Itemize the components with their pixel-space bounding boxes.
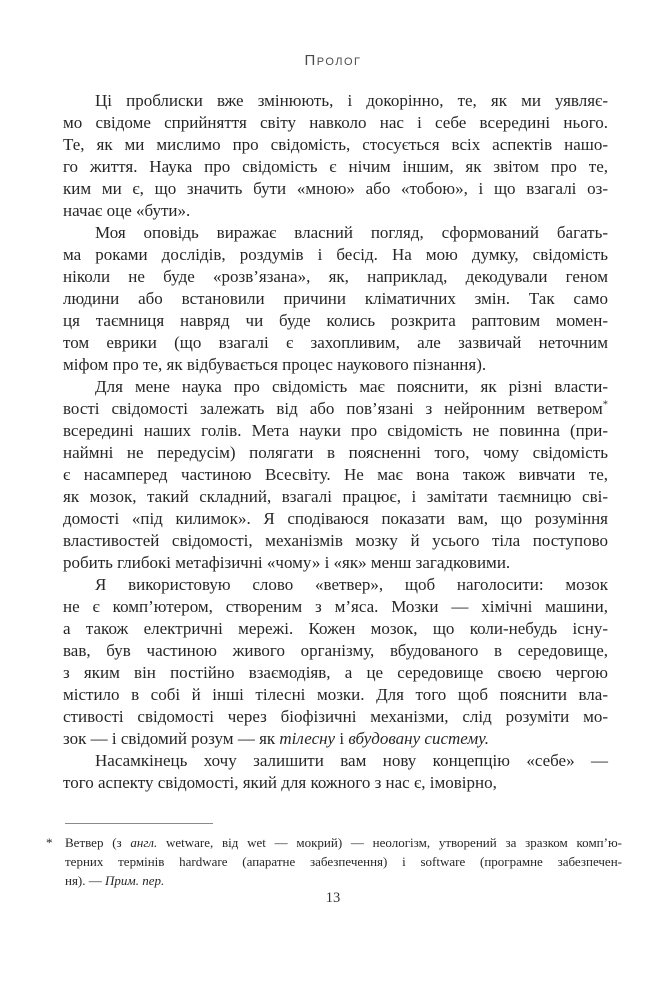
- footnote: [46, 833, 622, 890]
- text-line: го життя. Наука про свідомість є нічим іншим, як звітом про те,: [63, 157, 608, 176]
- footnote-separator: [65, 823, 213, 824]
- text-line: Для мене наука про свідомість має пояснити, як різні власти-: [95, 377, 608, 396]
- text-line: начає оце «бути».: [63, 201, 191, 220]
- paragraph: [63, 376, 608, 574]
- text-line: Моя оповідь виражає власний погляд, сформований багать-: [95, 223, 608, 242]
- text-line: а також електричні мережі. Кожен мозок, що коли-небудь існу-: [63, 619, 608, 638]
- text-line: наймні не передусім) полягати в поясненні того, чому свідомість: [63, 443, 608, 462]
- text-line: є насамперед частиною Всесвіту. Не має вона також вивчати те,: [63, 465, 608, 484]
- text-line: вості свідомості залежать від або пов’язані з нейронним ветвером*: [63, 399, 608, 418]
- text-line: людини або встановили причини кліматичних змін. Так само: [63, 289, 608, 308]
- text-line: з яким він постійно взаємодіяв, а це середовище своєю чергою: [63, 663, 608, 682]
- text-line: вав, був частиною живого організму, вбудованого в середовище,: [63, 641, 608, 660]
- text-line: том еврики (що взагалі є захопливим, але зазвичай неточним: [63, 333, 608, 352]
- text-line: Ці проблиски вже змінюють, і докорінно, те, як ми уявляє-: [95, 91, 608, 110]
- text-line: властивостей свідомості, механізмів мозку й усього тіла поступово: [63, 531, 608, 550]
- text-line: Я використовую слово «ветвер», щоб наголосити: мозок: [95, 575, 608, 594]
- paragraph: [63, 750, 608, 794]
- paragraph: [63, 574, 608, 750]
- page-number: 13: [325, 890, 341, 906]
- footnote-text: [65, 833, 622, 890]
- text-line: ця таємниця навряд чи буде колись розкрита раптовим момен-: [63, 311, 608, 330]
- paragraph: [63, 90, 608, 222]
- paragraph: [63, 222, 608, 376]
- text-line: Те, як ми мислимо про свідомість, стосується всіх аспектів нашо-: [63, 135, 608, 154]
- text-line: робить глибокі метафізичні «чому» і «як» менш загадковими.: [63, 553, 511, 572]
- text-line: всередині наших голів. Мета науки про свідомість не повинна (при-: [63, 421, 608, 440]
- text-line: терних термінів hardware (апаратне забезпечення) і software (програмне забезпечен-: [65, 854, 622, 869]
- text-line: ніколи не буде «розв’язана», як, наприклад, декодували геном: [63, 267, 608, 286]
- text-line: стивості свідомості через біофізичні механізми, слід розуміти мо-: [63, 707, 608, 726]
- text-line: ким ми є, що значить бути «мною» або «тобою», і що взагалі оз-: [63, 179, 608, 198]
- text-line: зок — і свідомий розум — як тілесну і вбудовану систему.: [63, 729, 489, 748]
- chapter-header: Пролог: [304, 52, 362, 69]
- text-line: Насамкінець хочу залишити вам нову концепцію «себе» —: [95, 751, 608, 770]
- footnote-marker: *: [46, 835, 53, 850]
- text-line: як мозок, такий складний, взагалі працює, і замітати таємницю сві-: [63, 487, 608, 506]
- text-line: мо свідоме сприйняття світу навколо нас і себе всередині нього.: [63, 113, 608, 132]
- text-line: Ветвер (з англ. wetware, від wet — мокрий) — неологізм, утворений за зразком комп’ю-: [65, 835, 622, 850]
- text-line: не є комп’ютером, створеним з м’яса. Мозки — хімічні машини,: [63, 597, 608, 616]
- text-line: ня). — Прим. пер.: [65, 873, 165, 888]
- body-text: [63, 90, 608, 794]
- text-line: домості «під килимок». Я сподіваюся показати вам, що розуміння: [63, 509, 608, 528]
- text-line: того аспекту свідомості, який для кожного з нас є, імовірно,: [63, 773, 497, 792]
- text-line: міфом про те, як відбувається процес наукового пізнання).: [63, 355, 487, 374]
- text-line: ма роками дослідів, роздумів і бесід. На мою думку, свідомість: [63, 245, 608, 264]
- text-line: містило в собі й інші тілесні мозки. Для того щоб пояснити вла-: [63, 685, 608, 704]
